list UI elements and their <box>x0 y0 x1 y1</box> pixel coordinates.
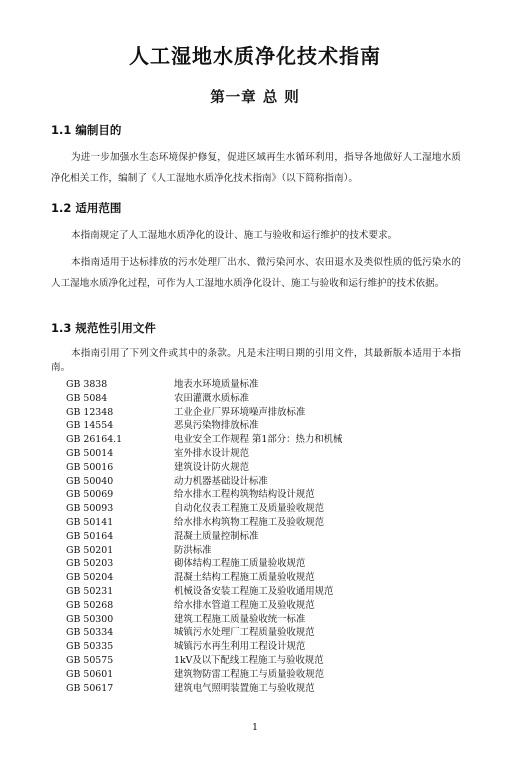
standard-row <box>66 585 446 599</box>
standard-code: GB 50231 <box>66 585 114 597</box>
standard-name: 室外排水设计规范 <box>174 447 250 459</box>
standard-code: GB 50575 <box>66 654 114 666</box>
standard-name: 自动化仪表工程施工及质量验收规范 <box>174 503 325 515</box>
standard-name: 建筑物防雷工程施工与质量验收规范 <box>174 668 325 680</box>
standard-name: 砌体结构工程施工质量验收规范 <box>174 558 306 570</box>
standard-name: 建筑设计防火规范 <box>174 461 250 473</box>
standard-code: GB 50141 <box>66 516 114 528</box>
standard-row <box>66 419 446 433</box>
standard-row <box>66 433 446 447</box>
standard-name: 恶臭污染物排放标准 <box>174 420 259 432</box>
standard-name: 混凝土结构工程施工质量验收规范 <box>174 572 315 584</box>
section-heading: 1.3 规范性引用文件 <box>51 321 156 335</box>
standard-row <box>66 488 446 502</box>
standard-code: GB 50601 <box>66 668 114 680</box>
standard-code: GB 5084 <box>66 392 108 404</box>
standard-row <box>66 571 446 585</box>
standard-name: 给水排水工程构筑物结构设计规范 <box>174 489 315 501</box>
standard-name: 地表水环境质量标准 <box>174 379 259 390</box>
standard-code: GB 50268 <box>66 599 114 611</box>
section-heading: 1.2 适用范围 <box>51 201 122 215</box>
standard-row <box>66 544 446 558</box>
paragraph: 本指南规定了人工湿地水质净化的设计、施工与验收和运行维护的技术要求。 <box>71 230 398 241</box>
standard-name: 防洪标准 <box>174 544 212 556</box>
standard-row <box>66 406 446 420</box>
standard-name: 动力机器基础设计标准 <box>174 475 268 487</box>
standard-code: GB 50201 <box>66 544 114 556</box>
standard-code: GB 50204 <box>66 572 114 584</box>
standard-row <box>66 613 446 627</box>
standard-code: GB 50300 <box>66 613 114 625</box>
standard-row <box>66 682 446 696</box>
standard-code: GB 50069 <box>66 489 114 501</box>
standard-code: GB 50335 <box>66 641 114 653</box>
standard-row <box>66 626 446 640</box>
standard-code: GB 12348 <box>66 406 114 418</box>
standard-code: GB 50617 <box>66 682 114 694</box>
standards-list <box>66 378 446 695</box>
standard-name: 1kV及以下配线工程施工与验收规范 <box>174 654 324 666</box>
page-number: 1 <box>251 722 259 733</box>
standard-name: 电业安全工作规程 第1部分：热力和机械 <box>174 434 343 446</box>
standard-name: 建筑工程施工质量验收统一标准 <box>174 613 306 625</box>
standard-code: GB 50164 <box>66 530 114 542</box>
standard-name: 机械设备安装工程施工及验收通用规范 <box>174 585 334 597</box>
standard-name: 城镇污水再生利用工程设计规范 <box>174 641 306 653</box>
standard-code: GB 26164.1 <box>66 434 123 446</box>
standard-name: 农田灌溉水质标准 <box>174 392 250 404</box>
standard-name: 城镇污水处理厂工程质量验收规范 <box>174 627 315 639</box>
standard-row <box>66 654 446 668</box>
standard-name: 给水排水管道工程施工及验收规范 <box>174 599 315 611</box>
standard-row <box>66 475 446 489</box>
chapter-heading: 第一章 总 则 <box>210 90 300 106</box>
standard-row <box>66 502 446 516</box>
standard-row <box>66 557 446 571</box>
standard-code: GB 50040 <box>66 475 114 487</box>
document-title: 人工湿地水质净化技术指南 <box>129 44 381 68</box>
section-heading: 1.1 编制目的 <box>51 123 122 137</box>
standard-row <box>66 378 446 392</box>
standard-code: GB 50016 <box>66 461 114 473</box>
standard-code: GB 50093 <box>66 503 114 515</box>
standard-name: 给水排水构筑物工程施工及验收规范 <box>174 516 325 528</box>
paragraph: 为进一步加强水生态环境保护修复，促进区域再生水循环利用，指导各地做好人工湿地水质净化相关工作，编制了《人工湿地水质净化技术指南》（以下简称指南）。 <box>51 152 461 184</box>
standard-row <box>66 461 446 475</box>
standard-code: GB 14554 <box>66 420 114 432</box>
standard-row <box>66 392 446 406</box>
standard-name: 建筑电气照明装置施工与验收规范 <box>174 682 315 694</box>
standard-row <box>66 530 446 544</box>
standard-code: GB 3838 <box>66 379 108 390</box>
paragraph: 本指南适用于达标排放的污水处理厂出水、微污染河水、农田退水及类似性质的低污染水的人工湿地水质净化过程，可作为人工湿地水质净化设计、施工与验收和运行维护的技术依据。 <box>51 257 461 289</box>
standard-row <box>66 599 446 613</box>
standard-row <box>66 516 446 530</box>
paragraph: 本指南引用了下列文件或其中的条款。凡是未注明日期的引用文件，其最新版本适用于本指南。 <box>51 348 461 373</box>
standard-name: 工业企业厂界环境噪声排放标准 <box>174 406 306 418</box>
standard-name: 混凝土质量控制标准 <box>174 530 259 542</box>
standard-row <box>66 640 446 654</box>
standard-code: GB 50334 <box>66 627 114 639</box>
standard-row <box>66 447 446 461</box>
standard-row <box>66 668 446 682</box>
standard-code: GB 50014 <box>66 447 114 459</box>
standard-code: GB 50203 <box>66 558 114 570</box>
